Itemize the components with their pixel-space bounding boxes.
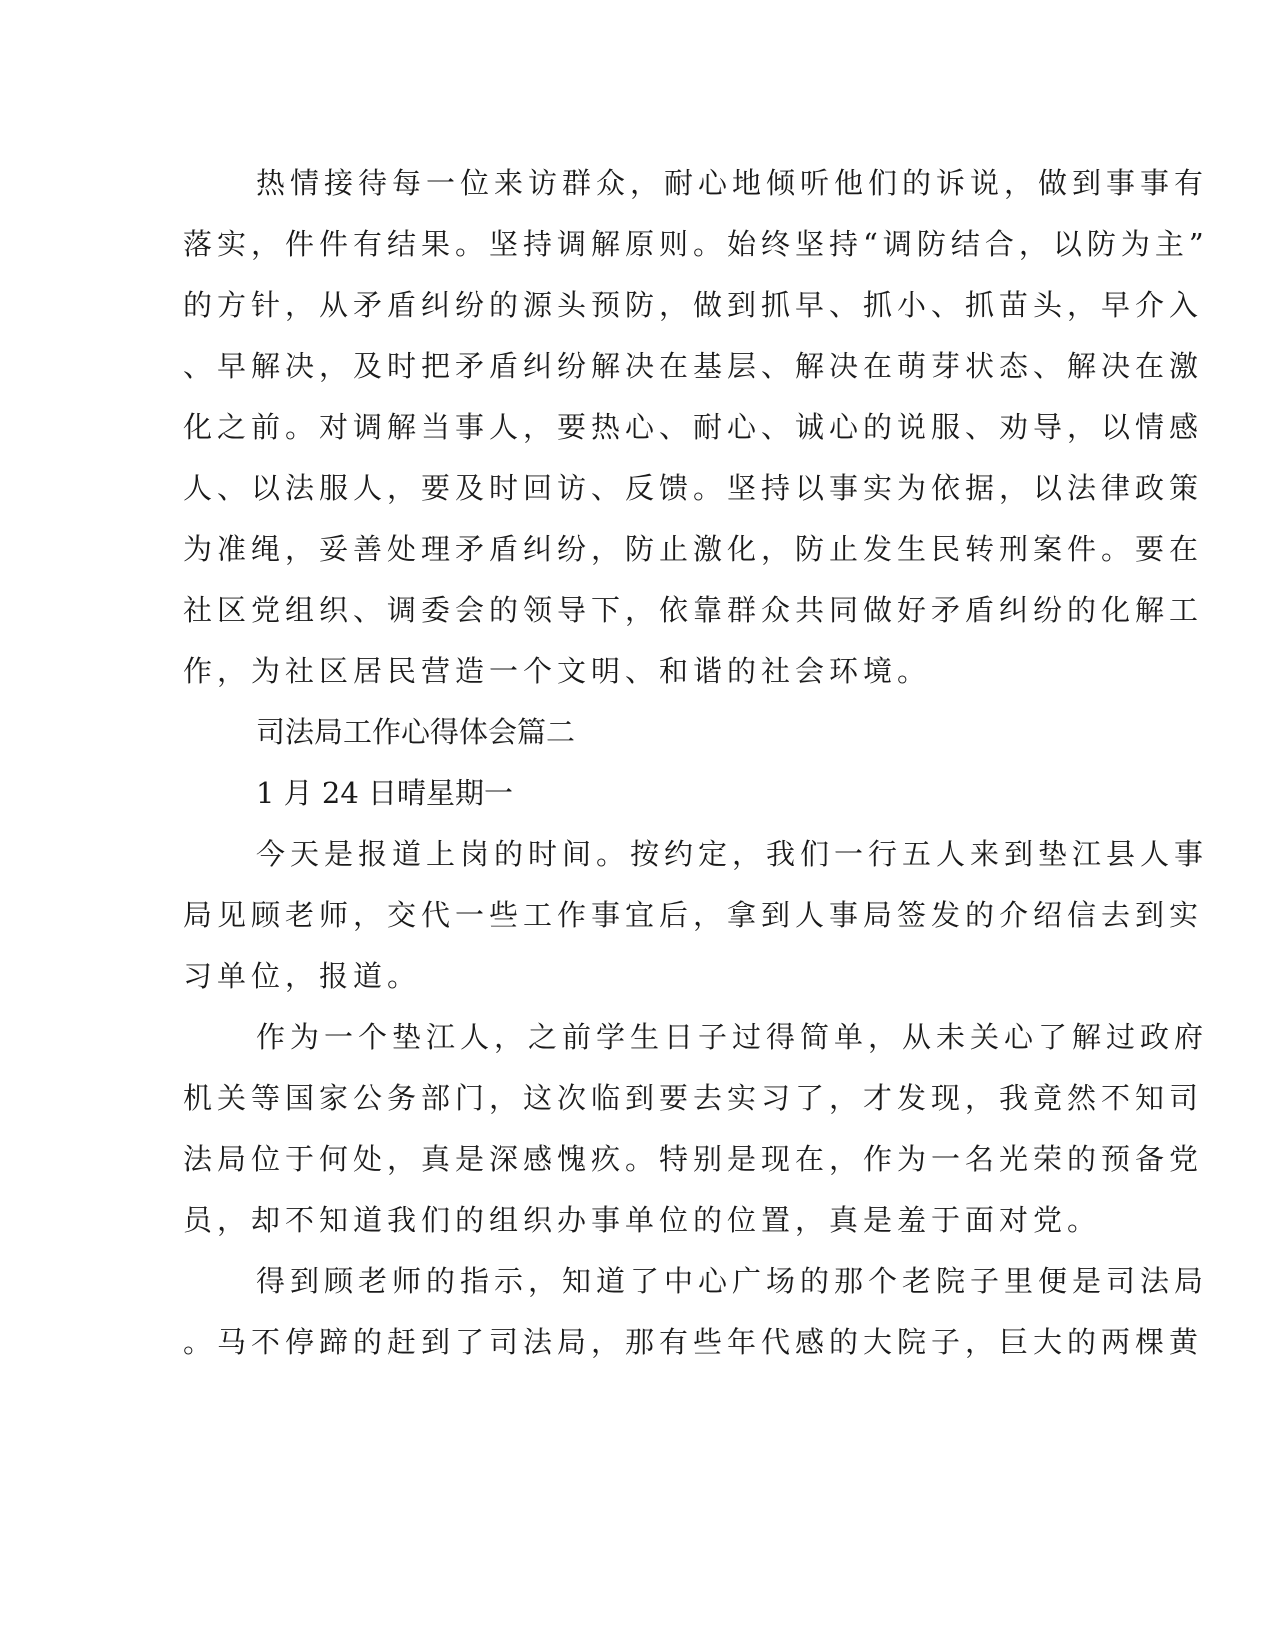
paragraph-line [183, 1190, 1102, 1251]
paragraph-line [183, 1251, 1209, 1312]
text-line: 习单位，报道。 [183, 959, 422, 993]
paragraph-line [183, 885, 1204, 946]
text-line: 人、以法服人，要及时回访、反馈。坚持以事实为依据，以法律政策 [183, 471, 1204, 505]
heading-text: 司法局工作心得体会篇二 [256, 715, 576, 749]
text-line: 。马不停蹄的赶到了司法局，那有些年代感的大院子，巨大的两棵黄 [183, 1325, 1204, 1359]
text-line: 落实，件件有结果。坚持调解原则。始终坚持“调防结合，以防为主” [183, 227, 1209, 261]
date-text: 1 月 24 日晴星期一 [256, 776, 514, 810]
text-line: 为准绳，妥善处理矛盾纠纷，防止激化，防止发生民转刑案件。要在 [183, 532, 1204, 566]
text-line: 热情接待每一位来访群众，耐心地倾听他们的诉说，做到事事有 [256, 166, 1209, 200]
text-line: 作，为社区居民营造一个文明、和谐的社会环境。 [183, 654, 932, 688]
paragraph-line [183, 824, 1209, 885]
paragraph-line [183, 580, 1204, 641]
paragraph-line [183, 336, 1204, 397]
paragraph-line [183, 214, 1209, 275]
paragraph-line [183, 1312, 1204, 1373]
text-line: 社区党组织、调委会的领导下，依靠群众共同做好矛盾纠纷的化解工 [183, 593, 1204, 627]
text-line: 局见顾老师，交代一些工作事宜后，拿到人事局签发的介绍信去到实 [183, 898, 1204, 932]
paragraph-line [183, 1007, 1209, 1068]
document-body [183, 153, 1209, 1373]
text-line: 员，却不知道我们的组织办事单位的位置，真是羞于面对党。 [183, 1203, 1102, 1237]
paragraph-line [183, 153, 1209, 214]
paragraph-line [183, 519, 1204, 580]
paragraph-line [183, 641, 1043, 702]
paragraph-line [183, 1068, 1204, 1129]
paragraph-line [183, 275, 1204, 336]
paragraph-line [183, 458, 1204, 519]
paragraph-line [183, 946, 1043, 1007]
text-line: 化之前。对调解当事人，要热心、耐心、诚心的说服、劝导，以情感 [183, 410, 1204, 444]
text-line: 的方针，从矛盾纠纷的源头预防，做到抓早、抓小、抓苗头，早介入 [183, 288, 1204, 322]
section-heading [183, 702, 1043, 763]
text-line: 作为一个垫江人，之前学生日子过得简单，从未关心了解过政府 [256, 1020, 1209, 1054]
text-line: 今天是报道上岗的时间。按约定，我们一行五人来到垫江县人事 [256, 837, 1209, 871]
paragraph-line [183, 1129, 1204, 1190]
text-line: 机关等国家公务部门，这次临到要去实习了，才发现，我竟然不知司 [183, 1081, 1204, 1115]
paragraph-line [183, 397, 1204, 458]
date-line [183, 763, 1043, 824]
text-line: 、早解决，及时把矛盾纠纷解决在基层、解决在萌芽状态、解决在激 [183, 349, 1204, 383]
text-line: 法局位于何处，真是深感愧疚。特别是现在，作为一名光荣的预备党 [183, 1142, 1204, 1176]
text-line: 得到顾老师的指示，知道了中心广场的那个老院子里便是司法局 [256, 1264, 1209, 1298]
